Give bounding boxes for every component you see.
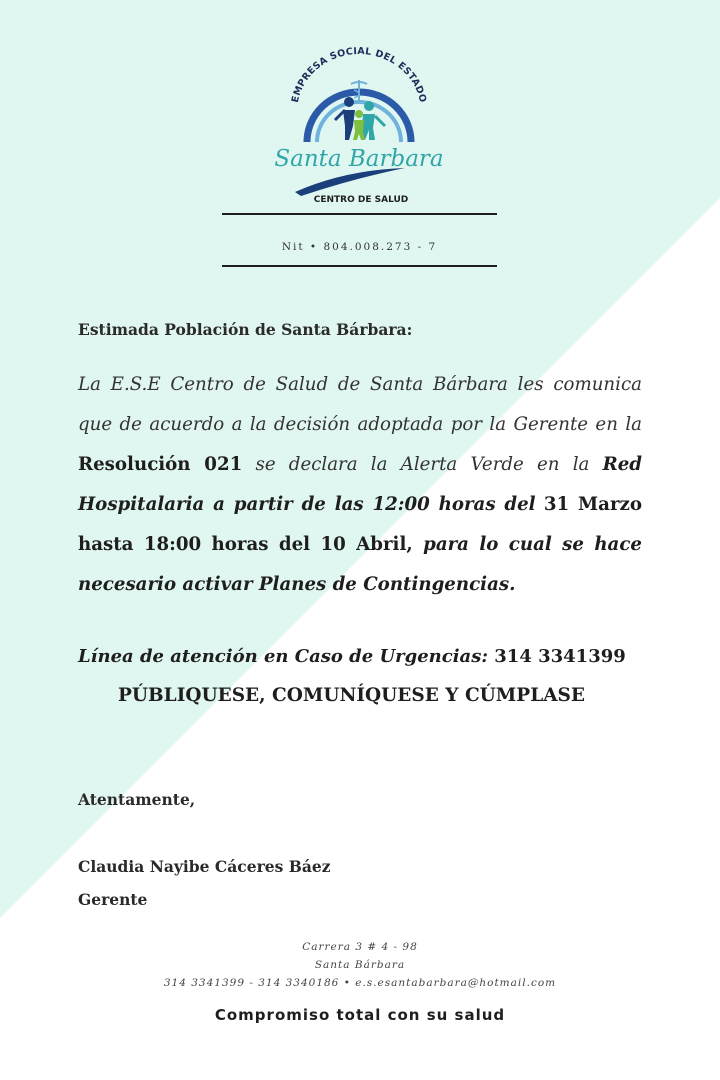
announcement-body <box>78 365 642 605</box>
body-text-2: se declara la Alerta Verde en la <box>242 454 603 475</box>
svg-text:CENTRO DE SALUD: CENTRO DE SALUD <box>313 195 409 205</box>
network-start: Red Hospitalaria a partir de las 12:00 horas del <box>78 454 642 515</box>
signer-name: Claudia Nayibe Cáceres Báez <box>78 857 331 876</box>
tagline: Compromiso total con su salud <box>214 1006 506 1024</box>
svg-text:EMPRESA SOCIAL DEL ESTADO: EMPRESA SOCIAL DEL ESTADO <box>289 45 429 104</box>
greeting: Estimada Población de Santa Bárbara: <box>78 320 413 339</box>
footer-address: Carrera 3 # 4 - 98 <box>302 941 418 953</box>
header-rule-bottom <box>222 265 497 267</box>
header-rule-top <box>222 213 497 215</box>
emergency-label: Línea de atención en Caso de Urgencias: <box>78 646 495 667</box>
svg-text:Santa Barbara: Santa Barbara <box>274 146 444 172</box>
nit-number: Nit • 804.008.273 - 7 <box>281 241 438 253</box>
emergency-line <box>78 646 642 667</box>
date-range: 31 Marzo hasta 18:00 horas del 10 Abril, <box>78 494 642 555</box>
resolution-number: Resolución 021 <box>78 454 243 475</box>
signer-role: Gerente <box>78 890 148 909</box>
closing: Atentamente, <box>78 790 196 809</box>
publication-order: PÚBLIQUESE, COMUNÍQUESE Y CÚMPLASE <box>118 685 586 706</box>
emergency-phone: 314 3341399 <box>494 646 626 667</box>
footer-city: Santa Bárbara <box>314 959 406 971</box>
footer-contact: 314 3341399 - 314 3340186 • e.s.esantabarbara@hotmail.com <box>163 977 557 989</box>
organization-logo <box>265 42 453 210</box>
body-text-1: La E.S.E Centro de Salud de Santa Bárbara les comunica que de acuerdo a la decisión adoptada por la Gerente en la <box>78 374 642 435</box>
contingency-note: para lo cual se hace necesario activar Planes de Contingencias. <box>78 534 642 595</box>
